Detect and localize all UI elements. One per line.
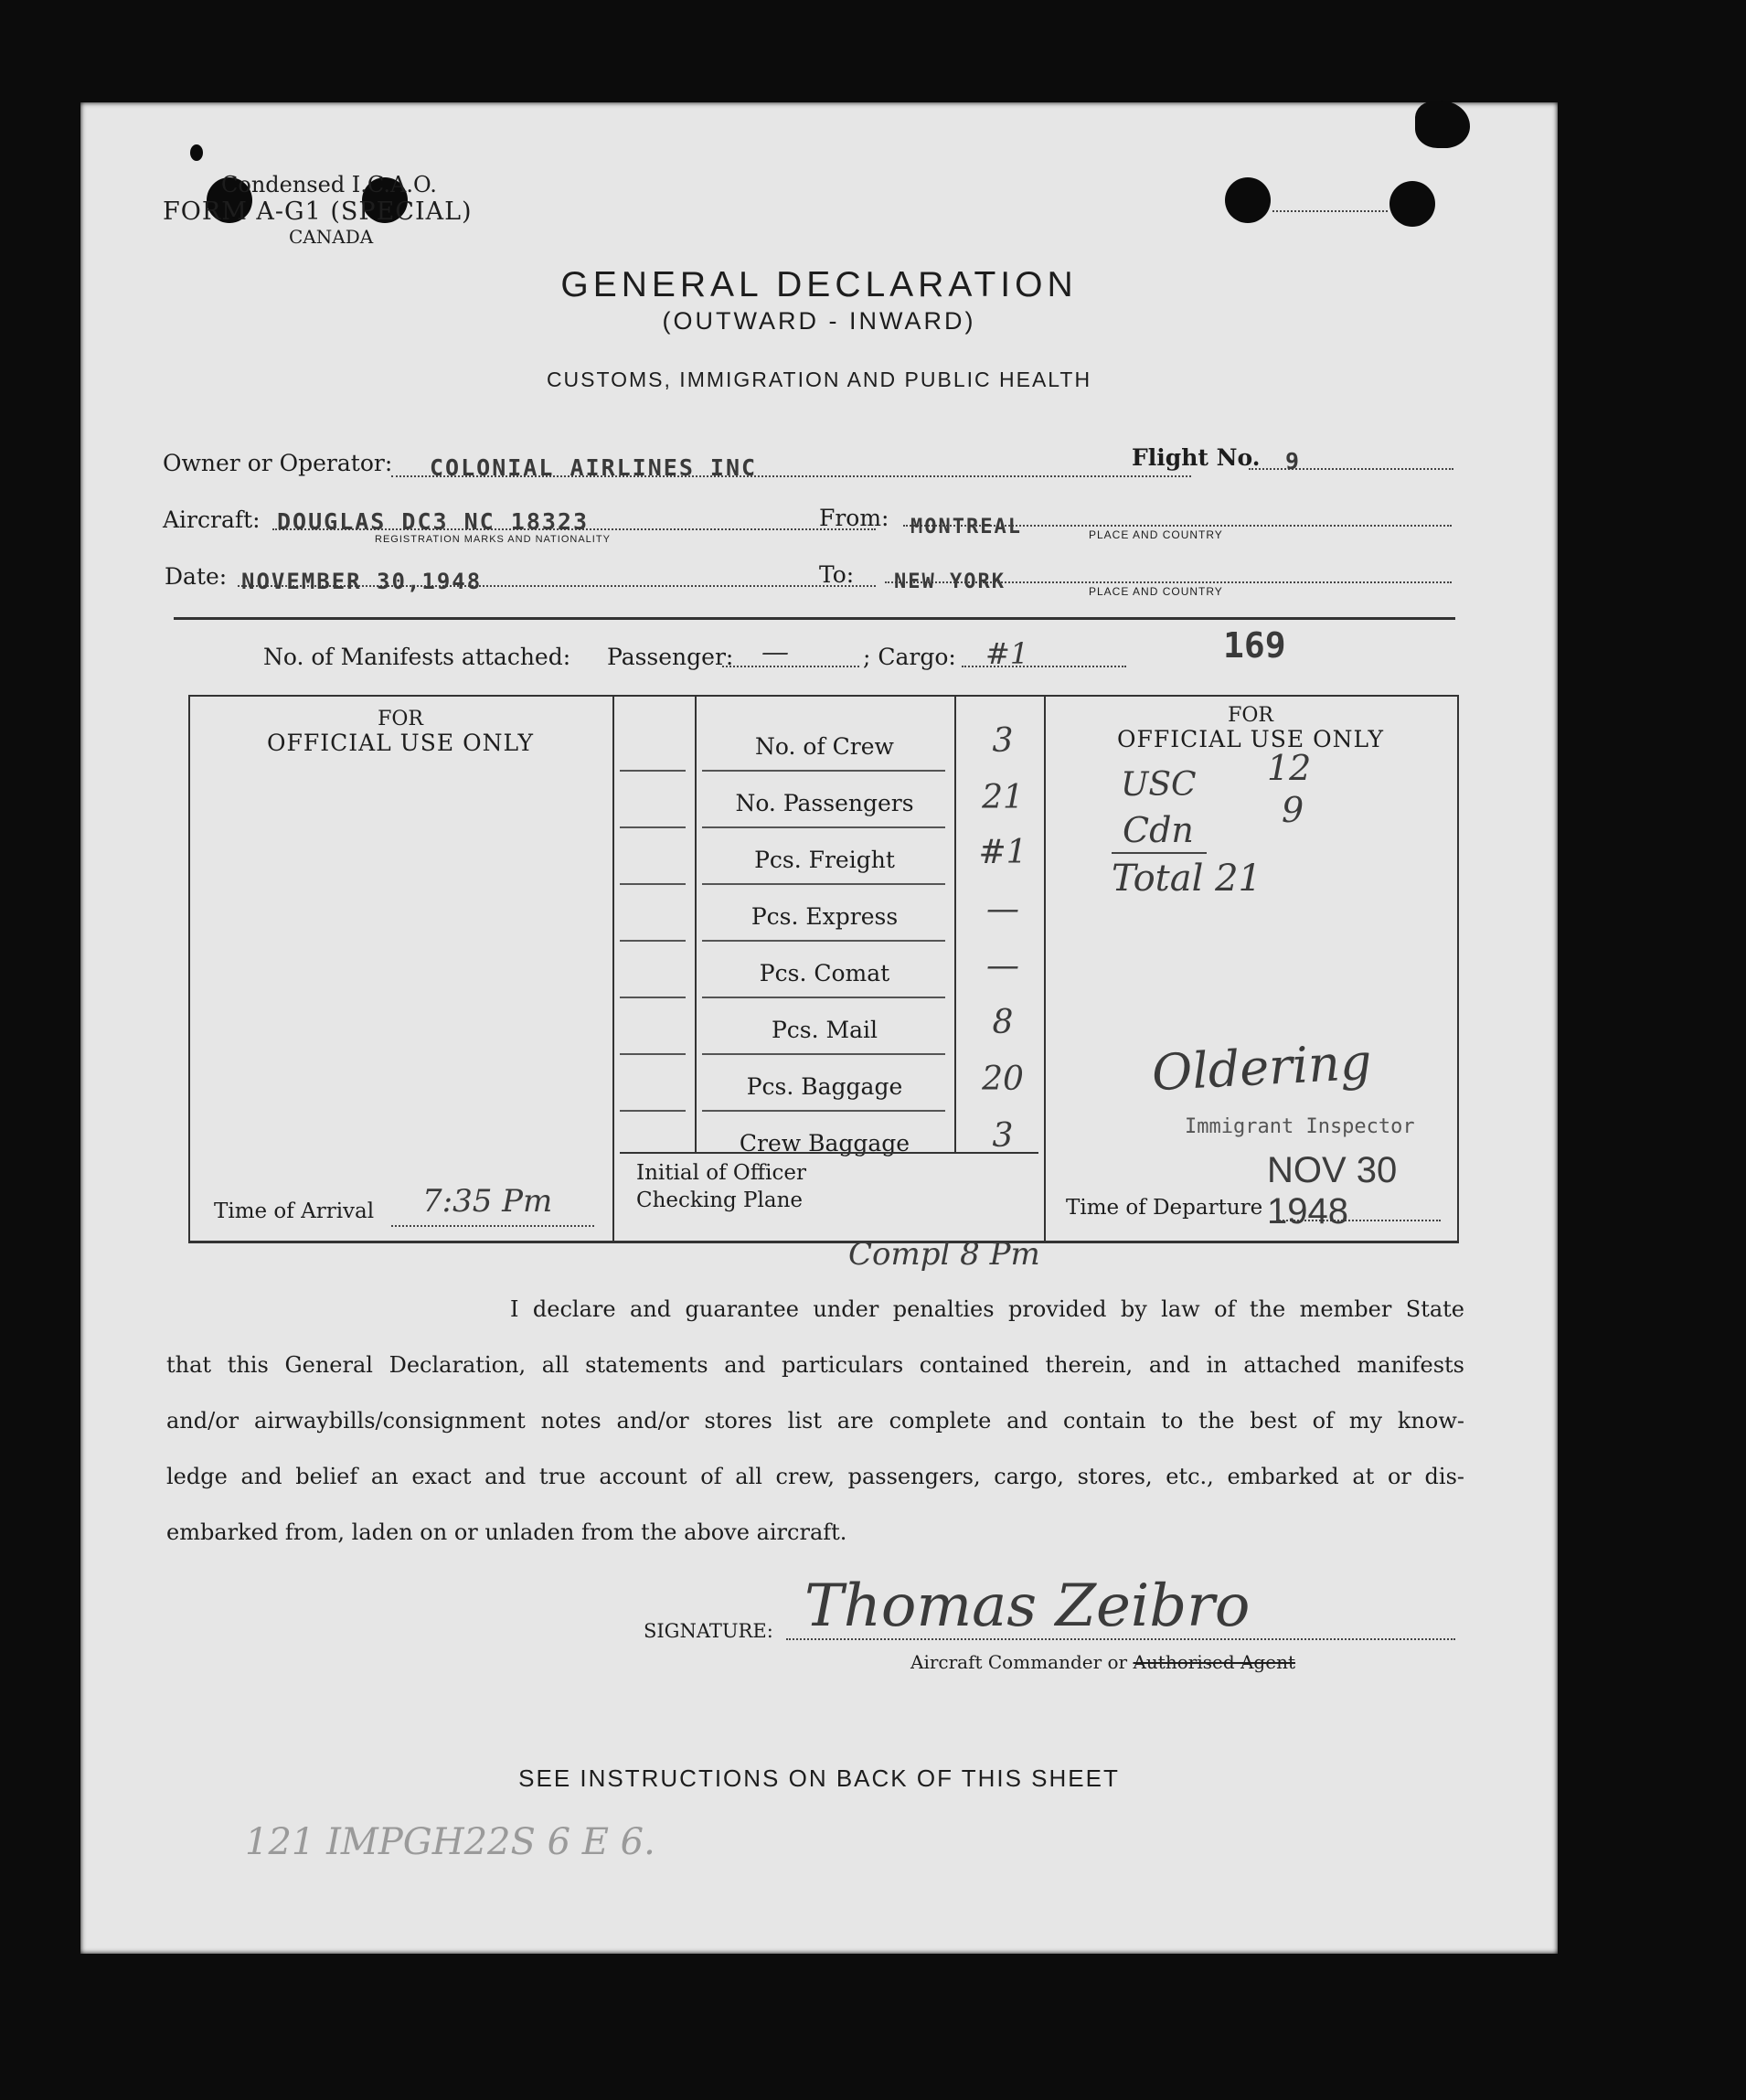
passenger-line bbox=[722, 666, 859, 667]
row-separator bbox=[620, 940, 686, 942]
signature-label: SIGNATURE: bbox=[644, 1620, 773, 1642]
owner-label: Owner or Operator: bbox=[163, 450, 393, 476]
row-separator bbox=[702, 1053, 945, 1055]
row-value-freight: #1 bbox=[978, 834, 1027, 871]
note-underline bbox=[1112, 852, 1207, 854]
date-value: NOVEMBER 30,1948 bbox=[241, 569, 483, 594]
row-separator bbox=[620, 997, 686, 998]
owner-value: COLONIAL AIRLINES INC bbox=[430, 454, 758, 481]
declaration-line-1: I declare and guarantee under penalties provided by law of the member State bbox=[510, 1296, 1464, 1322]
immigration-stamp-text: Immigrant Inspector bbox=[1185, 1115, 1415, 1138]
manifests-label: No. of Manifests attached: bbox=[263, 644, 571, 670]
header-divider bbox=[174, 617, 1455, 620]
row-label-freight: Pcs. Freight bbox=[754, 847, 895, 873]
stamp-number: 169 bbox=[1223, 625, 1286, 666]
declaration-block bbox=[166, 1282, 1464, 1561]
punch-hole-right-1 bbox=[1225, 177, 1271, 223]
row-separator bbox=[702, 1110, 945, 1112]
flight-value: 9 bbox=[1285, 448, 1300, 474]
right-header-for: FOR bbox=[1228, 704, 1273, 727]
note-usc-count: 12 bbox=[1267, 748, 1312, 788]
signature-caption bbox=[910, 1651, 1295, 1673]
section-heading: CUSTOMS, IMMIGRATION AND PUBLIC HEALTH bbox=[546, 368, 1092, 391]
page-title: GENERAL DECLARATION bbox=[560, 265, 1078, 304]
officer-signature: Oldering bbox=[1150, 1032, 1373, 1103]
signature-caption-commander: Aircraft Commander or bbox=[910, 1651, 1128, 1673]
row-separator bbox=[620, 770, 686, 772]
initial-label-1: Initial of Officer bbox=[636, 1161, 806, 1185]
from-value: MONTREAL bbox=[910, 516, 1022, 538]
row-label-mail: Pcs. Mail bbox=[771, 1017, 878, 1043]
cargo-label: ; Cargo: bbox=[863, 644, 956, 670]
registration-caption: REGISTRATION MARKS AND NATIONALITY bbox=[375, 534, 611, 545]
date-label: Date: bbox=[165, 563, 228, 590]
note-total: Total 21 bbox=[1112, 858, 1262, 900]
table-top-border bbox=[188, 695, 1459, 697]
declaration-line-2: that this General Declaration, all statements and particulars contained therein, and in attached manifests bbox=[166, 1352, 1464, 1378]
row-label-crew-baggage: Crew Baggage bbox=[739, 1130, 910, 1157]
form-line-1: Condensed I.C.A.O. bbox=[221, 172, 437, 197]
bottom-pencil-note: 121 IMPGH22S 6 E 6. bbox=[245, 1821, 655, 1863]
initial-label-2: Checking Plane bbox=[636, 1189, 804, 1212]
declaration-line-3: and/or airwaybills/consignment notes and/or stores list are complete and contain to the best of my know- bbox=[166, 1408, 1464, 1434]
ink-blot bbox=[190, 144, 203, 161]
row-separator bbox=[620, 883, 686, 885]
completed-note: Compl 8 Pm bbox=[848, 1236, 1040, 1273]
row-label-crew: No. of Crew bbox=[755, 733, 894, 760]
row-label-comat: Pcs. Comat bbox=[759, 960, 890, 986]
ink-blot bbox=[1415, 101, 1470, 148]
flight-label: Flight No. bbox=[1132, 444, 1261, 471]
passenger-value: — bbox=[761, 636, 789, 668]
aircraft-value: DOUGLAS DC3 NC 18323 bbox=[277, 508, 590, 535]
rows-bottom-line bbox=[620, 1152, 1038, 1154]
left-header-for: FOR bbox=[378, 708, 423, 730]
left-header-official: OFFICIAL USE ONLY bbox=[267, 730, 534, 756]
form-line-2: FORM A-G1 (SPECIAL) bbox=[163, 197, 473, 226]
to-value: NEW YORK bbox=[894, 570, 1006, 593]
row-value-express: — bbox=[986, 890, 1019, 928]
arrival-line bbox=[391, 1225, 594, 1227]
passenger-label: Passenger: bbox=[607, 644, 734, 670]
instructions-note: SEE INSTRUCTIONS ON BACK OF THIS SHEET bbox=[518, 1764, 1120, 1792]
form-id-block bbox=[163, 172, 547, 248]
arrival-label: Time of Arrival bbox=[214, 1199, 375, 1223]
page-subtitle: (OUTWARD - INWARD) bbox=[662, 307, 976, 335]
signature-caption-agent: Authorised Agent bbox=[1133, 1651, 1295, 1673]
row-value-baggage: 20 bbox=[982, 1061, 1024, 1098]
to-place-caption: PLACE AND COUNTRY bbox=[1089, 585, 1223, 598]
official-use-table bbox=[188, 695, 1459, 1242]
row-separator bbox=[620, 1053, 686, 1055]
declaration-line-4: ledge and belief an exact and true account of all crew, passengers, cargo, stores, etc., embarked at or dis- bbox=[166, 1464, 1464, 1489]
table-bottom-border bbox=[188, 1241, 1459, 1243]
cargo-value: #1 bbox=[985, 636, 1029, 671]
note-usc: USC bbox=[1121, 766, 1197, 804]
punch-hole-right-2 bbox=[1389, 181, 1435, 227]
row-separator bbox=[702, 826, 945, 828]
note-cdn-count: 9 bbox=[1282, 790, 1304, 830]
declaration-line-5: embarked from, laden on or unladen from the above aircraft. bbox=[166, 1519, 847, 1545]
column-divider-3 bbox=[954, 695, 956, 1152]
from-place-caption: PLACE AND COUNTRY bbox=[1089, 528, 1223, 541]
row-value-passengers: 21 bbox=[982, 779, 1024, 816]
flight-line bbox=[1249, 468, 1453, 470]
declaration-sheet bbox=[80, 102, 1558, 1954]
row-separator bbox=[702, 883, 945, 885]
row-separator bbox=[620, 1110, 686, 1112]
row-value-crew: 3 bbox=[992, 722, 1014, 760]
row-separator bbox=[702, 770, 945, 772]
arrival-value: 7:35 Pm bbox=[422, 1183, 553, 1220]
row-value-comat: — bbox=[986, 947, 1019, 985]
row-separator bbox=[702, 997, 945, 998]
row-separator bbox=[702, 940, 945, 942]
column-divider-1 bbox=[612, 695, 614, 1242]
right-header-official: OFFICIAL USE ONLY bbox=[1117, 726, 1384, 752]
row-label-passengers: No. Passengers bbox=[735, 790, 914, 816]
row-label-baggage: Pcs. Baggage bbox=[746, 1073, 903, 1100]
form-line-3: CANADA bbox=[289, 226, 374, 248]
immigration-stamp-date: NOV 30 1948 bbox=[1267, 1150, 1398, 1231]
row-separator bbox=[620, 826, 686, 828]
table-left-border bbox=[188, 695, 190, 1242]
row-value-mail: 8 bbox=[992, 1004, 1014, 1041]
departure-label: Time of Departure bbox=[1066, 1196, 1263, 1220]
hole-connector-line bbox=[1272, 210, 1388, 212]
from-label: From: bbox=[819, 505, 889, 531]
signature-value: Thomas Zeibro bbox=[804, 1572, 1251, 1640]
note-cdn: Cdn bbox=[1123, 810, 1194, 850]
aircraft-label: Aircraft: bbox=[163, 506, 261, 533]
row-value-crew-baggage: 3 bbox=[992, 1117, 1014, 1155]
to-label: To: bbox=[819, 561, 855, 588]
column-divider-4 bbox=[1044, 695, 1046, 1242]
row-label-express: Pcs. Express bbox=[751, 903, 899, 930]
